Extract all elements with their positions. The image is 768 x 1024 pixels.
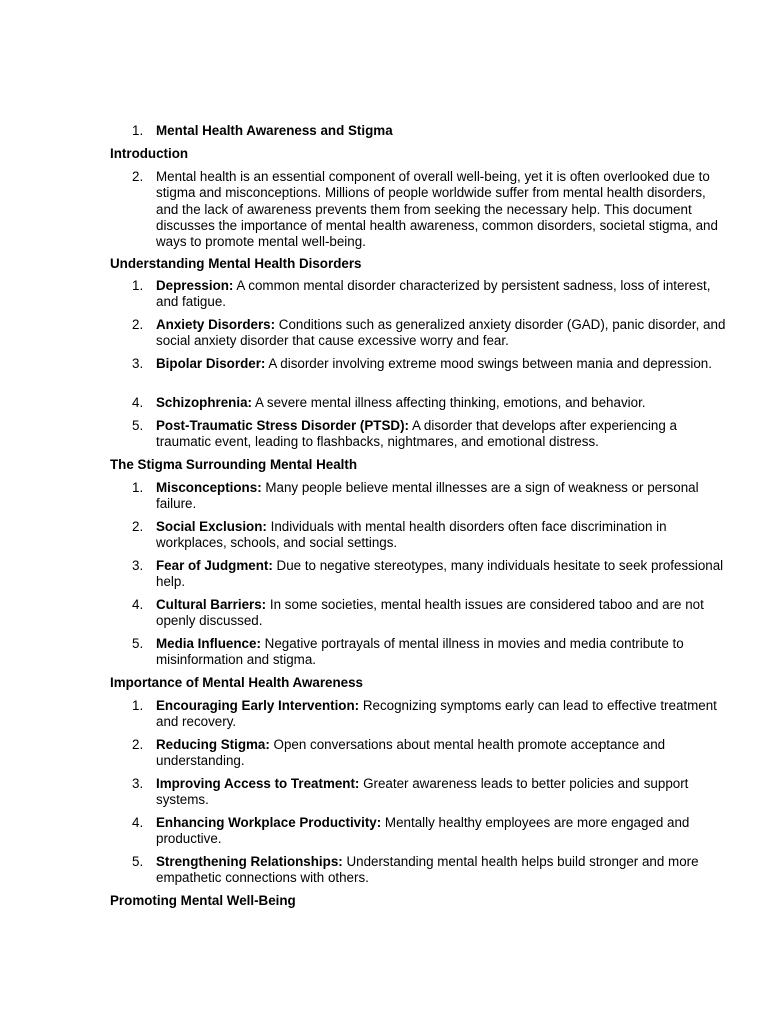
list-item-text: A disorder that develops after experiencing a traumatic event, leading to flashbacks, nightmares, and emotional distress.: [156, 418, 677, 450]
list-item-text: A disorder involving extreme mood swings between mania and depression.: [265, 356, 712, 371]
list-item-term: Strengthening Relationships:: [156, 854, 343, 869]
list-item: [132, 317, 726, 350]
list-item-term: Misconceptions:: [156, 480, 262, 495]
list-item: [132, 395, 726, 411]
list-number: 4.: [132, 597, 144, 612]
section-heading-introduction: Introduction: [110, 146, 189, 161]
list-item-text: In some societies, mental health issues are considered taboo and are not openly discussed.: [156, 597, 704, 629]
list-item-text: Individuals with mental health disorders often face discrimination in workplaces, schools, and social settings.: [156, 519, 667, 551]
list-item-term: Enhancing Workplace Productivity:: [156, 815, 382, 830]
list-number: 2.: [132, 317, 144, 332]
list-item-term: Anxiety Disorders:: [156, 317, 276, 332]
document-title: Mental Health Awareness and Stigma: [156, 123, 393, 138]
list-number: 5.: [132, 854, 144, 869]
list-item-text: Recognizing symptoms early can lead to effective treatment and recovery.: [156, 698, 717, 730]
intro-paragraph: Mental health is an essential component of overall well-being, yet it is often overlooked due to stigma and misconceptions. Millions of people worldwide suffer from mental health disorders, and the lack of awareness prevents them from seeking the necessary help. This document discusses the importance of mental health awareness, common disorders, societal stigma, and ways to promote mental well-being.: [156, 169, 718, 250]
section-heading-stigma: The Stigma Surrounding Mental Health: [110, 457, 357, 472]
list-item-term: Bipolar Disorder:: [156, 356, 266, 371]
list-item-term: Cultural Barriers:: [156, 597, 267, 612]
list-number: 2.: [132, 169, 144, 184]
list-item: [132, 558, 726, 591]
list-item-text: A common mental disorder characterized by persistent sadness, loss of interest, and fatigue.: [156, 278, 711, 310]
list-number: 1.: [132, 480, 144, 495]
list-item-term: Encouraging Early Intervention:: [156, 698, 360, 713]
list-item-text: Due to negative stereotypes, many individuals hesitate to seek professional help.: [156, 558, 724, 590]
list-item-term: Media Influence:: [156, 636, 261, 651]
list-item-text: Conditions such as generalized anxiety disorder (GAD), panic disorder, and social anxiety disorder that cause excessive worry and fear.: [156, 317, 726, 349]
list-item-term: Social Exclusion:: [156, 519, 267, 534]
list-number: 1.: [132, 698, 144, 713]
list-item-term: Schizophrenia:: [156, 395, 252, 410]
list-number: 3.: [132, 558, 144, 573]
list-item-term: Depression:: [156, 278, 234, 293]
list-number: 5.: [132, 636, 144, 651]
list-item: [132, 854, 726, 887]
list-number: 2.: [132, 519, 144, 534]
list-item-text: Understanding mental health helps build stronger and more empathetic connections with others.: [156, 854, 699, 886]
list-item: [132, 480, 726, 513]
list-item-term: Improving Access to Treatment:: [156, 776, 360, 791]
list-item-text: Many people believe mental illnesses are a sign of weakness or personal failure.: [156, 480, 699, 512]
intro-paragraph-item: [132, 169, 728, 250]
list-item: [132, 278, 726, 311]
list-number: 2.: [132, 737, 144, 752]
list-number: 1.: [132, 278, 144, 293]
list-number: 5.: [132, 418, 144, 433]
list-item-term: Post-Traumatic Stress Disorder (PTSD):: [156, 418, 409, 433]
list-item: [132, 776, 726, 809]
list-number: 1.: [132, 123, 144, 138]
list-item-term: Fear of Judgment:: [156, 558, 273, 573]
list-item: [132, 698, 726, 731]
section-heading-promoting: Promoting Mental Well-Being: [110, 893, 296, 908]
list-item: [132, 636, 726, 669]
list-item-text: Greater awareness leads to better policies and support systems.: [156, 776, 689, 808]
list-item: [132, 737, 726, 770]
list-item-term: Reducing Stigma:: [156, 737, 270, 752]
section-heading-importance: Importance of Mental Health Awareness: [110, 675, 364, 690]
list-item-text: A severe mental illness affecting thinking, emotions, and behavior.: [251, 395, 646, 410]
list-number: 4.: [132, 395, 144, 410]
list-item-text: Mentally healthy employees are more engaged and productive.: [156, 815, 690, 847]
list-item: [132, 519, 726, 552]
list-number: 3.: [132, 776, 144, 791]
list-item: [132, 815, 726, 848]
section-heading-disorders: Understanding Mental Health Disorders: [110, 256, 362, 271]
list-item-text: Negative portrayals of mental illness in movies and media contribute to misinformation and stigma.: [156, 636, 684, 668]
document-title-item: [132, 123, 726, 139]
list-item: [132, 418, 728, 451]
list-item-text: Open conversations about mental health promote acceptance and understanding.: [156, 737, 666, 769]
list-item: [132, 597, 726, 630]
list-item: [132, 356, 726, 372]
list-number: 4.: [132, 815, 144, 830]
list-number: 3.: [132, 356, 144, 371]
